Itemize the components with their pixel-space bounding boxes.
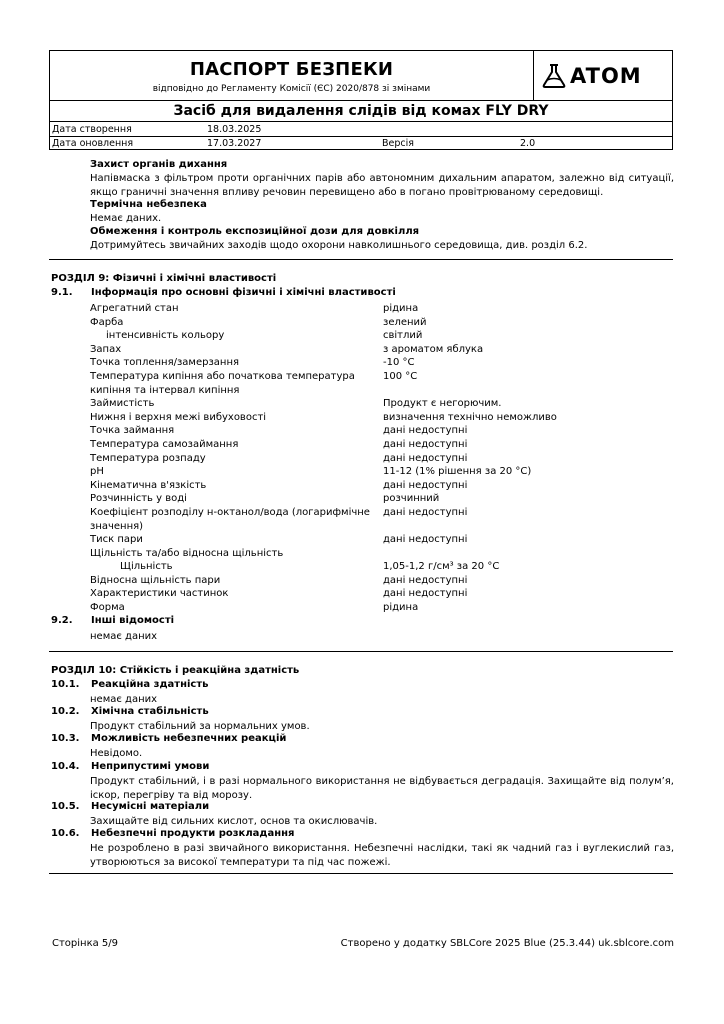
subsection-number: 10.4. xyxy=(51,761,80,772)
property-value: визначення технічно неможливо xyxy=(383,411,557,423)
subsection-number: 9.1. xyxy=(51,287,73,298)
subsection-text-block xyxy=(90,720,674,734)
property-value: дані недоступні xyxy=(383,506,468,518)
property-value: 100 °C xyxy=(383,370,418,382)
respiratory-heading: Захист органів дихання xyxy=(90,159,228,170)
subsection-number: 9.2. xyxy=(51,615,73,626)
property-value: з ароматом яблука xyxy=(383,343,484,355)
property-value: світлий xyxy=(383,330,423,342)
property-name: Точка топлення/замерзання xyxy=(90,357,239,369)
property-row xyxy=(90,601,674,615)
property-row xyxy=(90,492,674,506)
property-value: дані недоступні xyxy=(383,452,468,464)
property-row xyxy=(90,302,674,316)
property-value: зелений xyxy=(383,316,427,328)
property-name: Розчинність у воді xyxy=(90,493,187,505)
subsection-title: Несумісні матеріали xyxy=(91,801,210,812)
property-name: Щільність та/або відносна щільність xyxy=(90,547,284,559)
subsection-title: Інші відомості xyxy=(91,615,175,626)
section-divider xyxy=(49,259,673,260)
property-value: -10 °C xyxy=(383,357,415,369)
version-label: Версія xyxy=(382,138,414,149)
subsection-text-block xyxy=(90,775,674,802)
property-value: 1,05-1,2 г/см³ за 20 °C xyxy=(383,561,500,573)
property-name: pH xyxy=(90,466,104,478)
section-divider xyxy=(49,651,673,652)
property-name: Форма xyxy=(90,602,125,614)
subsection-number: 10.2. xyxy=(51,706,80,717)
updated-label: Дата оновлення xyxy=(52,138,134,149)
page-number: Сторінка 5/9 xyxy=(52,938,119,949)
document-header xyxy=(49,50,673,150)
updated-row xyxy=(50,137,672,151)
version-value: 2.0 xyxy=(520,138,536,149)
logo-text: ATOM xyxy=(570,64,642,88)
subsection-text: Невідомо. xyxy=(90,748,143,759)
created-label: Дата створення xyxy=(52,124,132,135)
environmental-exposure xyxy=(90,225,674,253)
subsection-text: немає даних xyxy=(90,694,158,705)
respiratory-protection xyxy=(90,158,674,199)
property-name: Відносна щільність пари xyxy=(90,574,221,586)
property-row xyxy=(90,479,674,493)
property-name: Температура кипіння або початкова температура кипіння та інтервал кипіння xyxy=(90,370,355,396)
subsection-title: Неприпустимі умови xyxy=(91,761,210,772)
subsection-text: Захищайте від сильних кислот, основ та окислювачів. xyxy=(90,816,378,827)
property-value: Продукт є негорючим. xyxy=(383,398,502,410)
property-row xyxy=(90,397,674,411)
property-name: Запах xyxy=(90,343,122,355)
title-cell xyxy=(50,51,534,100)
property-name: Кінематична в'язкість xyxy=(90,479,207,491)
property-value: дані недоступні xyxy=(383,479,468,491)
property-value: дані недоступні xyxy=(383,574,468,586)
property-row xyxy=(90,533,674,547)
property-row xyxy=(90,343,674,357)
property-row xyxy=(90,329,674,343)
subsection-text: Не розроблено в разі звичайного використання. Небезпечні наслідки, такі як чадний газ і вуглекислий газ, утворюються за високої температури та під час пожежі. xyxy=(90,843,674,868)
subsection-text: Продукт стабільний, і в разі нормального використання не відбувається деградація. Захищайте від полум’я, іскор, перегріву та від морозу. xyxy=(90,776,674,801)
updated-value: 17.03.2027 xyxy=(207,138,262,149)
created-row xyxy=(50,123,672,137)
property-value: розчинний xyxy=(383,493,440,505)
generator-note: Створено у додатку SBLCore 2025 Blue (25.3.44) uk.sblcore.com xyxy=(340,938,674,949)
regulation-note: відповідно до Регламенту Комісії (ЄС) 2020/878 зі змінами xyxy=(152,84,431,94)
property-name: Температура розпаду xyxy=(90,452,206,464)
section-10-title: РОЗДІЛ 10: Стійкість і реакційна здатність xyxy=(51,665,300,676)
property-value: рідина xyxy=(383,303,419,314)
other-info-value: немає даних xyxy=(90,631,158,642)
other-info-text xyxy=(90,630,674,644)
subsection-title: Хімічна стабільність xyxy=(91,706,209,717)
property-row xyxy=(90,547,674,561)
property-row xyxy=(90,574,674,588)
subsection-title: Реакційна здатність xyxy=(91,679,209,690)
section-9-title: РОЗДІЛ 9: Фізичні і хімічні властивості xyxy=(51,273,277,284)
property-name: Коефіцієнт розподілу н-октанол/вода (логарифмічне значення) xyxy=(90,506,370,532)
property-row xyxy=(90,465,674,479)
property-row xyxy=(90,370,674,397)
section-divider xyxy=(49,873,673,874)
property-value: рідина xyxy=(383,602,419,614)
subsection-number: 10.6. xyxy=(51,828,80,839)
property-row xyxy=(90,316,674,330)
property-row xyxy=(90,506,674,533)
thermal-text: Немає даних. xyxy=(90,213,162,224)
property-row xyxy=(90,424,674,438)
property-row xyxy=(90,356,674,370)
property-value: дані недоступні xyxy=(383,438,468,450)
thermal-hazard xyxy=(90,198,674,226)
subsection-title: Небезпечні продукти розкладання xyxy=(91,828,295,839)
property-name: Температура самозаймання xyxy=(90,438,239,450)
subsection-number: 10.3. xyxy=(51,733,80,744)
subsection-text-block xyxy=(90,815,674,829)
subsection-text-block xyxy=(90,842,674,869)
subsection-number: 10.1. xyxy=(51,679,80,690)
env-text: Дотримуйтесь звичайних заходів щодо охорони навколишнього середовища, див. розділ 6.2. xyxy=(90,240,588,251)
property-name: Точка займання xyxy=(90,425,175,437)
subsection-text-block xyxy=(90,747,674,761)
properties-table xyxy=(90,302,674,615)
property-name: Агрегатний стан xyxy=(90,303,179,314)
created-value: 18.03.2025 xyxy=(207,124,262,135)
flask-icon xyxy=(540,63,568,89)
property-row xyxy=(90,411,674,425)
property-row xyxy=(90,560,674,574)
env-heading: Обмеження і контроль експозиційної дози для довкілля xyxy=(90,226,420,237)
subsection-number: 10.5. xyxy=(51,801,80,812)
property-value: дані недоступні xyxy=(383,534,468,546)
property-value: дані недоступні xyxy=(383,425,468,437)
document-title: ПАСПОРТ БЕЗПЕКИ xyxy=(189,59,394,80)
property-name: Характеристики частинок xyxy=(90,588,229,600)
subsection-text-block xyxy=(90,693,674,707)
company-logo xyxy=(540,61,670,91)
property-value: дані недоступні xyxy=(383,588,468,600)
thermal-heading: Термічна небезпека xyxy=(90,199,207,210)
property-name: Щільність xyxy=(120,561,173,573)
respiratory-text: Напівмаска з фільтром проти органічних парів або автономним дихальним апаратом, залежно від ситуації, якщо граничні значення впливу речовин перевищено або в погано провітрюваному середовищі. xyxy=(90,173,674,198)
subsection-text: Продукт стабільний за нормальних умов. xyxy=(90,721,310,732)
property-name: Нижня і верхня межі вибуховості xyxy=(90,411,267,423)
property-value: 11-12 (1% рішення за 20 °C) xyxy=(383,466,532,478)
subsection-title: Можливість небезпечних реакцій xyxy=(91,733,287,744)
product-name: Засіб для видалення слідів від комах FLY DRY xyxy=(50,100,672,122)
property-row xyxy=(90,452,674,466)
property-name: Тиск пари xyxy=(90,534,143,546)
subsection-title: Інформація про основні фізичні і хімічні властивості xyxy=(91,287,396,298)
property-name: Фарба xyxy=(90,316,124,328)
property-name: інтенсивність кольору xyxy=(106,330,225,342)
property-name: Займистість xyxy=(90,398,155,410)
property-row xyxy=(90,587,674,601)
property-row xyxy=(90,438,674,452)
